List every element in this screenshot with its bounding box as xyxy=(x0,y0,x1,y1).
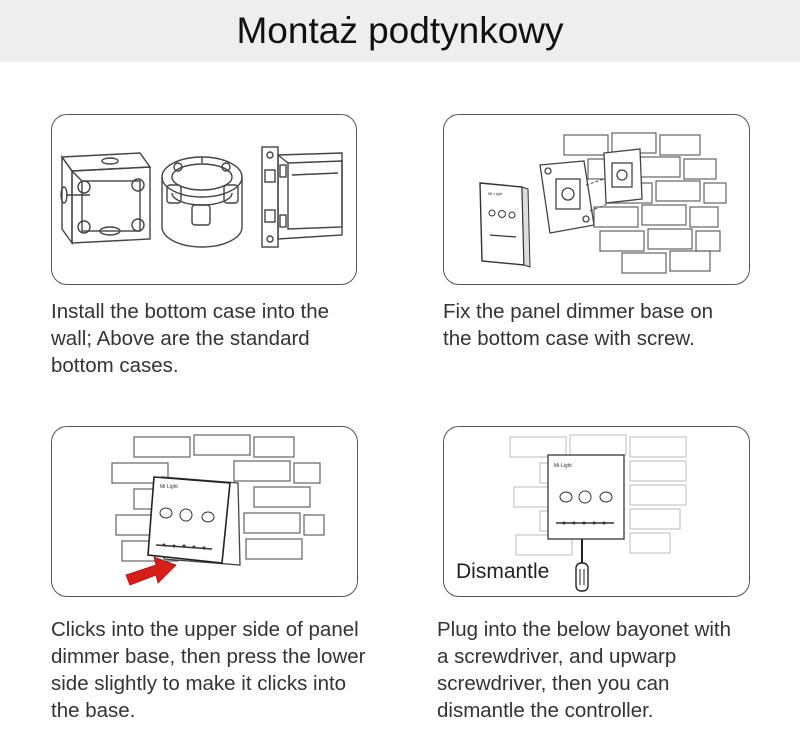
page-title: Montaż podtynkowy xyxy=(236,10,564,51)
page-header xyxy=(0,0,800,62)
dismantle-label: Dismantle xyxy=(456,560,550,583)
svg-text:Mi·Light: Mi·Light xyxy=(488,191,503,196)
screwdriver-icon xyxy=(576,539,588,591)
step-3-caption: Clicks into the upper side of panel dimmer base, then press the lower side slightly to make it clicks into the base. xyxy=(51,618,366,722)
rect-box-icon xyxy=(262,147,342,247)
step-3-illustration xyxy=(51,426,358,597)
dimmer-panel-icon xyxy=(148,477,230,563)
step-2-caption: Fix the panel dimmer base on the bottom case with screw. xyxy=(443,300,714,350)
svg-text:Mi·Light: Mi·Light xyxy=(160,484,178,490)
step-2-illustration xyxy=(443,114,750,285)
round-box-icon xyxy=(162,157,242,247)
bottom-cases-drawing xyxy=(52,115,356,284)
square-box-icon xyxy=(61,153,150,243)
step-4-caption: Plug into the below bayonet with a screwdriver, and upwarp screwdriver, then you can dismantle the controller. xyxy=(437,618,732,722)
panel-mount-drawing xyxy=(444,115,749,284)
step-1-caption: Install the bottom case into the wall; Above are the standard bottom cases. xyxy=(51,300,330,377)
dimmer-panel-icon xyxy=(548,455,624,539)
click-in-drawing xyxy=(52,427,357,596)
step-4-illustration xyxy=(443,426,750,597)
svg-text:Mi·Light: Mi·Light xyxy=(554,463,572,469)
step-1-illustration xyxy=(51,114,357,285)
dimmer-panel-icon xyxy=(480,183,530,267)
